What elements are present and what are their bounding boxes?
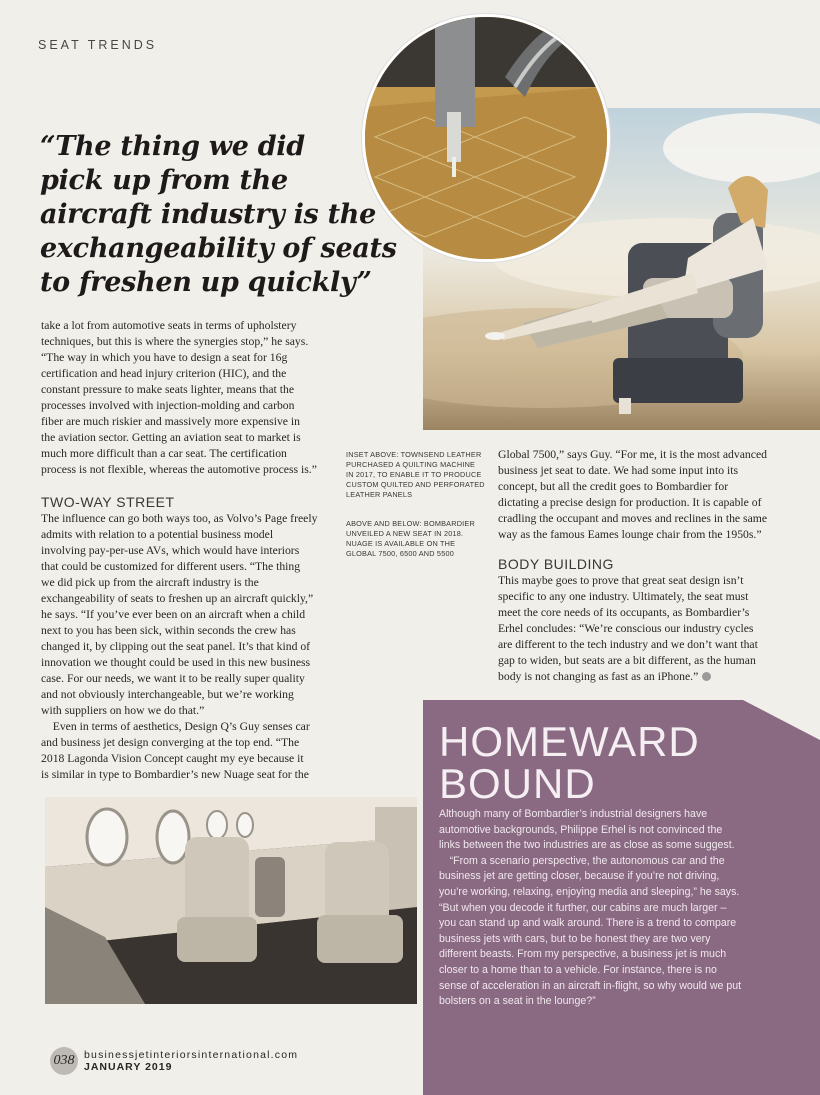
folio-text <box>84 1049 298 1073</box>
cabin-illustration <box>45 797 417 1004</box>
pull-quote <box>40 130 400 300</box>
pull-quote-line: aircraft industry is the <box>40 199 376 230</box>
caption-line: LEATHER PANELS <box>346 490 413 499</box>
sidebar-line: bolsters on a seat in the lounge?” <box>439 995 596 1008</box>
body-line: process is not flexible, whereas the automotive process is.” <box>41 463 317 476</box>
body-line: Erhel concludes: “We’re conscious our industry cycles <box>498 622 754 635</box>
sidebar-line: business jets with cars, but to be honest they are two very <box>439 932 711 945</box>
body-line: “The way in which you have to design a seat for 16g <box>41 351 288 364</box>
pull-quote-line: pick up from the <box>40 165 288 196</box>
pull-quote-line: “The thing we did <box>40 131 305 162</box>
body-line: processes involved with injection-molding and carbon <box>41 399 295 412</box>
body-line-last <box>498 669 798 685</box>
sidebar-title-line1: HOMEWARD <box>439 718 700 765</box>
body-line: cradling the occupant and moves and reclines in the same <box>498 512 768 525</box>
body-line: are different to the tech industry and we don’t want that <box>498 638 758 651</box>
sidebar-line: Although many of Bombardier’s industrial designers have <box>439 808 708 820</box>
body-line: constant pressure to make seats lighter, means that the <box>41 383 295 396</box>
caption-line: CUSTOM QUILTED AND PERFORATED <box>346 480 485 489</box>
sidebar-line: business jet are getting closer, because if you’re not driving, <box>439 870 720 883</box>
body-line: changed it, by clipping out the seat panel. It’s that kind of <box>41 640 311 653</box>
body-line: fiber are much riskier and massively more expensive in <box>41 415 300 428</box>
body-line: innovation we thought could be used in this new business <box>41 656 311 669</box>
column1-intro <box>41 318 341 478</box>
body-line: with suppliers on how we do that.” <box>41 704 205 717</box>
body-line: the aviation sector. Getting an aviation seat to market is <box>41 431 301 444</box>
body-line: Global 7500,” says Guy. “For me, it is the most advanced <box>498 448 767 461</box>
body-line: next to you has been sick, within seconds the crew has <box>41 624 296 637</box>
body-line: he says. “If you’ve ever been on an aircraft when a child <box>41 608 306 621</box>
body-line: way as the famous Eames lounge chair from the 1950s.” <box>498 528 762 541</box>
body-line: dictating a precise design for production. It is capable of <box>498 496 762 509</box>
cabin-photo-nuage-seats <box>45 797 417 1004</box>
sidebar-homeward-bound <box>423 700 820 1095</box>
sidebar-line: you can stand up and walk around. There is a trend to compare <box>439 917 737 930</box>
body-line: 2018 Lagonda Vision Concept caught my eye because it <box>41 752 304 765</box>
caption-nuage <box>346 519 491 559</box>
sidebar-line: you’re working, relaxing, enjoying media and sleeping,” he says. <box>439 885 740 898</box>
body-line: involving pay-per-use AVs, which would have interiors <box>41 544 300 557</box>
body-line: take a lot from automotive seats in terms of upholstery <box>41 319 297 332</box>
website-url: businessjetinteriorsinternational.com <box>84 1049 299 1061</box>
body-line: business jet seat to date. We had some input into its <box>498 464 739 477</box>
body-line-text: body is not changing as fast as an iPhone.” <box>498 670 699 683</box>
caption-line: GLOBAL 7500, 6500 AND 5500 <box>346 549 454 558</box>
sidebar-line: closer to a home than to a vehicle. For instance, there is no <box>439 963 717 976</box>
sidebar-corner-notch <box>743 700 820 740</box>
column3-intro <box>498 447 798 543</box>
body-line: concept, but all the credit goes to Bombardier for <box>498 480 729 493</box>
body-line: and not obviously interchangeable, but we’re working <box>41 688 294 701</box>
caption-line: PURCHASED A QUILTING MACHINE <box>346 460 476 469</box>
body-line: exchangeability of seats to freshen up an aircraft quickly,” <box>41 592 314 605</box>
body-line: and business jet design converging at the top end. “The <box>41 736 300 749</box>
pull-quote-line: exchangeability of seats <box>40 233 397 264</box>
section-label: SEAT TRENDS <box>38 38 158 52</box>
body-line: we did pick up from the aircraft industry is the <box>41 576 259 589</box>
caption-line: NUAGE IS AVAILABLE ON THE <box>346 539 456 548</box>
caption-line: IN 2017, TO ENABLE IT TO PRODUCE <box>346 470 482 479</box>
body-line: case. For our needs, we want it to be really super quality <box>41 672 305 685</box>
pull-quote-line: to freshen up quickly” <box>40 267 372 298</box>
caption-inset <box>346 450 491 500</box>
body-line: The influence can go both ways too, as Volvo’s Page freely <box>41 512 318 525</box>
sidebar-line: different beasts. From my perspective, a business jet is much <box>439 948 727 961</box>
body-line: specific to any one industry. Ultimately, the seat must <box>498 590 749 603</box>
caption-line: ABOVE AND BELOW: BOMBARDIER <box>346 519 475 528</box>
sidebar-body <box>439 807 809 1010</box>
inset-photo-quilting-machine <box>362 14 610 262</box>
sidebar-line: “From a scenario perspective, the autonomous car and the <box>439 854 725 867</box>
sidebar-line: automotive backgrounds, Philippe Erhel is not convinced the <box>439 823 723 836</box>
end-of-article-icon <box>702 672 711 681</box>
body-line: certification and head injury criterion (HIC), and the <box>41 367 287 380</box>
body-line: techniques, but this is where the synergies stop,” he says. <box>41 335 309 348</box>
sidebar-line: “But when you decode it further, our cabins are much larger – <box>439 901 727 914</box>
caption-line: UNVEILED A NEW SEAT IN 2018. <box>346 529 464 538</box>
sidebar-line: sense of acceleration in an aircraft in-flight, so why would we put <box>439 979 742 992</box>
column1-two-way <box>41 511 341 783</box>
issue-date: JANUARY 2019 <box>84 1061 173 1073</box>
sidebar-title-line2: BOUND <box>439 760 596 807</box>
body-line: Even in terms of aesthetics, Design Q’s Guy senses car <box>41 720 310 733</box>
sidebar-line: links between the two industries are as close as some suggest. <box>439 839 735 852</box>
caption-line: INSET ABOVE: TOWNSEND LEATHER <box>346 450 482 459</box>
body-line: meet the core needs of its occupants, as Bombardier’s <box>498 606 750 619</box>
column3-body <box>498 573 798 685</box>
body-line: much more difficult than a car seat. The certification <box>41 447 287 460</box>
body-line: that could be customized for different users. “The thing <box>41 560 301 573</box>
page-number: 038 <box>50 1047 78 1075</box>
body-line: This maybe goes to prove that great seat design isn’t <box>498 574 744 587</box>
body-line: is similar in type to Bombardier’s new Nuage seat for the <box>41 768 309 781</box>
inset-illustration <box>365 17 607 259</box>
page-folio <box>50 1047 298 1075</box>
heading-body-building: BODY BUILDING <box>498 556 614 572</box>
body-line: gap to widen, but seats are a bit different, as the human <box>498 654 756 667</box>
heading-two-way-street: TWO-WAY STREET <box>41 494 175 510</box>
body-line: admits with relation to a potential business model <box>41 528 274 541</box>
